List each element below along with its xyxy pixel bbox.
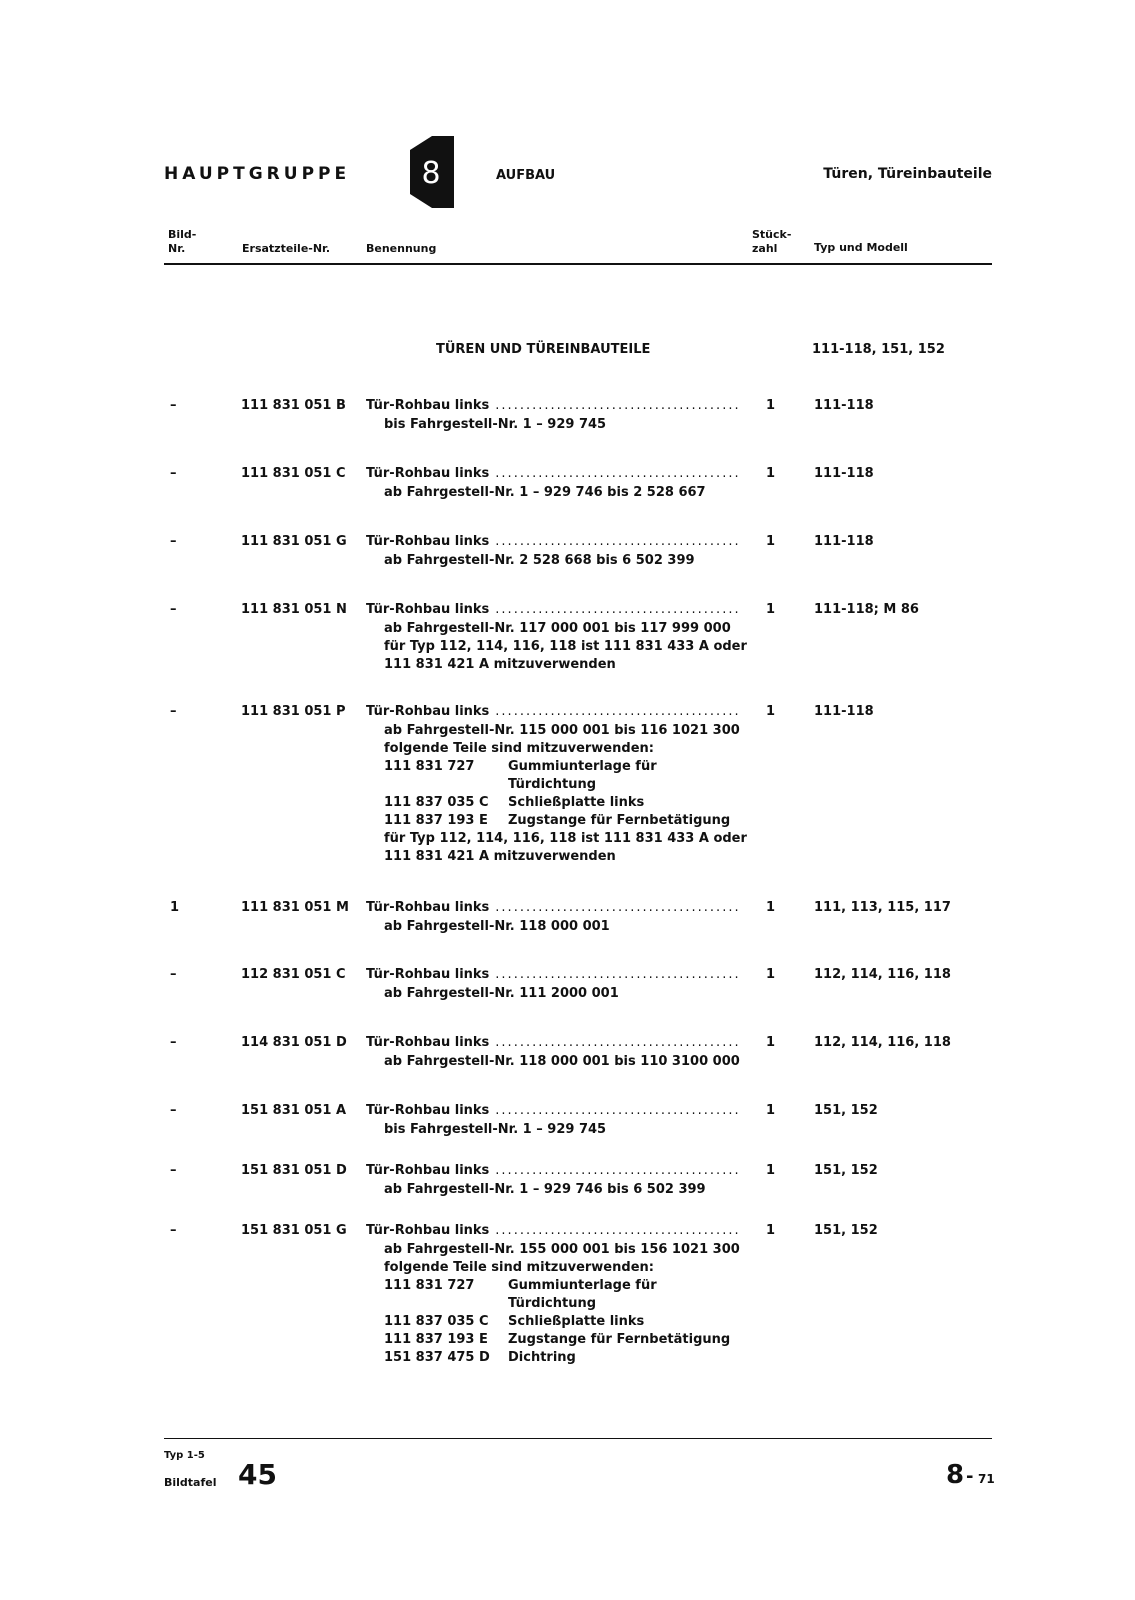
row-main-line — [366, 398, 742, 416]
sub-part-row — [384, 812, 742, 830]
row-benennung: Tür-Rohbau links — [366, 534, 490, 549]
row-typ: 112, 114, 116, 118 — [814, 1035, 951, 1050]
row-typ: 112, 114, 116, 118 — [814, 967, 951, 982]
footer-bildtafel-number: 45 — [238, 1458, 277, 1491]
row-typ: 151, 152 — [814, 1163, 878, 1178]
sub-part-row — [384, 1331, 742, 1349]
row-note: ab Fahrgestell-Nr. 118 000 001 — [384, 919, 610, 934]
row-note: folgende Teile sind mitzuverwenden: — [384, 1260, 654, 1275]
leader-dots — [495, 466, 742, 481]
row-typ: 111-118 — [814, 704, 874, 719]
leader-dots — [495, 704, 742, 719]
row-benennung: Tür-Rohbau links — [366, 602, 490, 617]
row-notes — [384, 1241, 742, 1367]
row-bild-nr: – — [170, 602, 177, 617]
row-quantity: 1 — [766, 1035, 776, 1050]
sub-part-description: Türdichtung — [508, 777, 597, 792]
row-part-number: 111 831 051 N — [241, 602, 347, 617]
row-benennung: Tür-Rohbau links — [366, 1223, 490, 1238]
row-main-line — [366, 967, 742, 985]
row-notes — [384, 722, 747, 866]
sub-part-number: 111 831 727 — [384, 759, 475, 774]
row-main-line — [366, 534, 742, 552]
row-main-line — [366, 1223, 742, 1241]
sub-part-description: Zugstange für Fernbetätigung — [508, 813, 731, 828]
row-note: ab Fahrgestell-Nr. 115 000 001 bis 116 1021 300 — [384, 723, 740, 738]
row-bild-nr: 1 — [170, 900, 180, 915]
group-number-badge — [404, 136, 454, 208]
row-note: 111 831 421 A mitzuverwenden — [384, 849, 616, 864]
row-benennung: Tür-Rohbau links — [366, 704, 490, 719]
row-description — [366, 1035, 742, 1071]
footer-typ: Typ 1-5 — [164, 1450, 205, 1461]
row-main-line — [366, 1163, 742, 1181]
sub-part-description: Gummiunterlage für — [508, 759, 657, 774]
leader-dots — [495, 1103, 742, 1118]
row-benennung: Tür-Rohbau links — [366, 398, 490, 413]
row-typ: 111-118 — [814, 534, 874, 549]
row-note: 111 831 421 A mitzuverwenden — [384, 657, 616, 672]
row-note: für Typ 112, 114, 116, 118 ist 111 831 433 A oder — [384, 639, 747, 654]
column-header-stueck-line1: Stück- — [752, 228, 792, 241]
row-part-number: 112 831 051 C — [241, 967, 346, 982]
sub-part-number: 151 837 475 D — [384, 1350, 490, 1365]
group-name: AUFBAU — [496, 168, 556, 183]
row-quantity: 1 — [766, 900, 776, 915]
column-header-benennung: Benennung — [366, 242, 437, 255]
row-note: für Typ 112, 114, 116, 118 ist 111 831 433 A oder — [384, 831, 747, 846]
group-title: TÜREN UND TÜREINBAUTEILE — [436, 342, 651, 357]
row-quantity: 1 — [766, 602, 776, 617]
row-description — [366, 967, 742, 1003]
row-notes — [384, 1181, 742, 1199]
row-description — [366, 1223, 742, 1367]
leader-dots — [495, 967, 742, 982]
row-part-number: 111 831 051 G — [241, 534, 347, 549]
column-header-bild-line1: Bild- — [168, 228, 197, 241]
row-notes — [384, 552, 742, 570]
leader-dots — [495, 900, 742, 915]
sub-part-number — [384, 1295, 508, 1313]
row-main-line — [366, 900, 742, 918]
row-note: bis Fahrgestell-Nr. 1 – 929 745 — [384, 1122, 607, 1137]
footer-bildtafel-label: Bildtafel — [164, 1476, 217, 1489]
sub-part-number: 111 837 035 C — [384, 795, 489, 810]
row-description — [366, 900, 742, 936]
column-header-ersatzteile: Ersatzteile-Nr. — [242, 242, 331, 255]
group-number: 8 — [421, 156, 441, 191]
sub-part-number — [384, 776, 508, 794]
leader-dots — [495, 1035, 742, 1050]
sub-part-number: 111 837 193 E — [384, 813, 488, 828]
row-part-number: 111 831 051 B — [241, 398, 346, 413]
row-notes — [384, 484, 742, 502]
row-quantity: 1 — [766, 967, 776, 982]
row-note: ab Fahrgestell-Nr. 111 2000 001 — [384, 986, 619, 1001]
row-main-line — [366, 466, 742, 484]
sub-part-number: 111 837 035 C — [384, 1314, 489, 1329]
leader-dots — [495, 1163, 742, 1178]
sub-part-number: 111 831 727 — [384, 1278, 475, 1293]
row-note: ab Fahrgestell-Nr. 117 000 001 bis 117 999 000 — [384, 621, 731, 636]
row-typ: 151, 152 — [814, 1223, 878, 1238]
row-description — [366, 1103, 742, 1139]
row-part-number: 111 831 051 M — [241, 900, 349, 915]
row-bild-nr: – — [170, 1103, 177, 1118]
sub-part-row — [384, 1277, 742, 1295]
footer-divider — [164, 1438, 992, 1439]
sub-part-number: 111 837 193 E — [384, 1332, 488, 1347]
row-notes — [384, 620, 747, 674]
row-description — [366, 534, 742, 570]
row-bild-nr: – — [170, 466, 177, 481]
row-bild-nr: – — [170, 1223, 177, 1238]
section-title: Türen, Türeinbauteile — [823, 166, 992, 182]
row-note: ab Fahrgestell-Nr. 1 – 929 746 bis 2 528 667 — [384, 485, 706, 500]
sub-part-row — [384, 1295, 742, 1313]
badge-shape-icon — [404, 136, 454, 208]
row-part-number: 111 831 051 P — [241, 704, 346, 719]
sub-part-description: Schließplatte links — [508, 1314, 645, 1329]
row-quantity: 1 — [766, 534, 776, 549]
row-main-line — [366, 1103, 742, 1121]
row-bild-nr: – — [170, 534, 177, 549]
row-note: bis Fahrgestell-Nr. 1 – 929 745 — [384, 417, 607, 432]
row-bild-nr: – — [170, 1163, 177, 1178]
row-bild-nr: – — [170, 398, 177, 413]
row-notes — [384, 918, 742, 936]
row-description — [366, 704, 747, 866]
row-note: ab Fahrgestell-Nr. 118 000 001 bis 110 3100 000 — [384, 1054, 740, 1069]
page-number-dash: - — [966, 1466, 974, 1487]
main-group-label: HAUPTGRUPPE — [164, 164, 351, 184]
header-divider — [164, 263, 992, 265]
row-notes — [384, 1121, 742, 1139]
column-header-bild-nr — [168, 228, 196, 256]
row-bild-nr: – — [170, 1035, 177, 1050]
leader-dots — [495, 398, 742, 413]
sub-part-row — [384, 1313, 742, 1331]
leader-dots — [495, 534, 742, 549]
sub-part-row — [384, 794, 742, 812]
row-benennung: Tür-Rohbau links — [366, 466, 490, 481]
row-notes — [384, 985, 742, 1003]
row-quantity: 1 — [766, 1223, 776, 1238]
sub-part-description: Türdichtung — [508, 1296, 597, 1311]
column-header-stueckzahl — [752, 228, 791, 256]
leader-dots — [495, 602, 742, 617]
row-description — [366, 1163, 742, 1199]
row-description — [366, 466, 742, 502]
row-typ: 111, 113, 115, 117 — [814, 900, 951, 915]
row-quantity: 1 — [766, 466, 776, 481]
row-benennung: Tür-Rohbau links — [366, 1103, 490, 1118]
row-benennung: Tür-Rohbau links — [366, 1163, 490, 1178]
row-benennung: Tür-Rohbau links — [366, 967, 490, 982]
row-part-number: 151 831 051 G — [241, 1223, 347, 1238]
row-part-number: 114 831 051 D — [241, 1035, 347, 1050]
column-header-stueck-line2: zahl — [752, 242, 778, 255]
row-main-line — [366, 704, 742, 722]
row-bild-nr: – — [170, 967, 177, 982]
row-description — [366, 602, 747, 674]
row-quantity: 1 — [766, 704, 776, 719]
row-description — [366, 398, 742, 434]
sub-part-description: Zugstange für Fernbetätigung — [508, 1332, 731, 1347]
leader-dots — [495, 1223, 742, 1238]
row-quantity: 1 — [766, 398, 776, 413]
column-header-bild-line2: Nr. — [168, 242, 186, 255]
row-note: ab Fahrgestell-Nr. 1 – 929 746 bis 6 502 399 — [384, 1182, 706, 1197]
row-quantity: 1 — [766, 1103, 776, 1118]
row-notes — [384, 416, 742, 434]
row-benennung: Tür-Rohbau links — [366, 1035, 490, 1050]
row-part-number: 151 831 051 A — [241, 1103, 347, 1118]
sub-part-description: Dichtring — [508, 1350, 576, 1365]
row-benennung: Tür-Rohbau links — [366, 900, 490, 915]
sub-part-description: Gummiunterlage für — [508, 1278, 657, 1293]
row-part-number: 111 831 051 C — [241, 466, 346, 481]
page-number-main: 8 — [946, 1460, 965, 1490]
row-typ: 111-118 — [814, 466, 874, 481]
row-note: ab Fahrgestell-Nr. 155 000 001 bis 156 1021 300 — [384, 1242, 740, 1257]
row-typ: 111-118; M 86 — [814, 602, 919, 617]
row-notes — [384, 1053, 742, 1071]
row-part-number: 151 831 051 D — [241, 1163, 347, 1178]
sub-part-row — [384, 1349, 742, 1367]
sub-part-description: Schließplatte links — [508, 795, 645, 810]
page-number-sub: 71 — [978, 1472, 995, 1486]
sub-part-row — [384, 758, 742, 776]
row-main-line — [366, 602, 742, 620]
group-typ: 111-118, 151, 152 — [812, 342, 945, 357]
sub-part-row — [384, 776, 742, 794]
row-quantity: 1 — [766, 1163, 776, 1178]
column-header-typ: Typ und Modell — [814, 241, 908, 254]
row-note: ab Fahrgestell-Nr. 2 528 668 bis 6 502 399 — [384, 553, 695, 568]
row-main-line — [366, 1035, 742, 1053]
row-note: folgende Teile sind mitzuverwenden: — [384, 741, 654, 756]
row-typ: 151, 152 — [814, 1103, 878, 1118]
row-typ: 111-118 — [814, 398, 874, 413]
row-bild-nr: – — [170, 704, 177, 719]
